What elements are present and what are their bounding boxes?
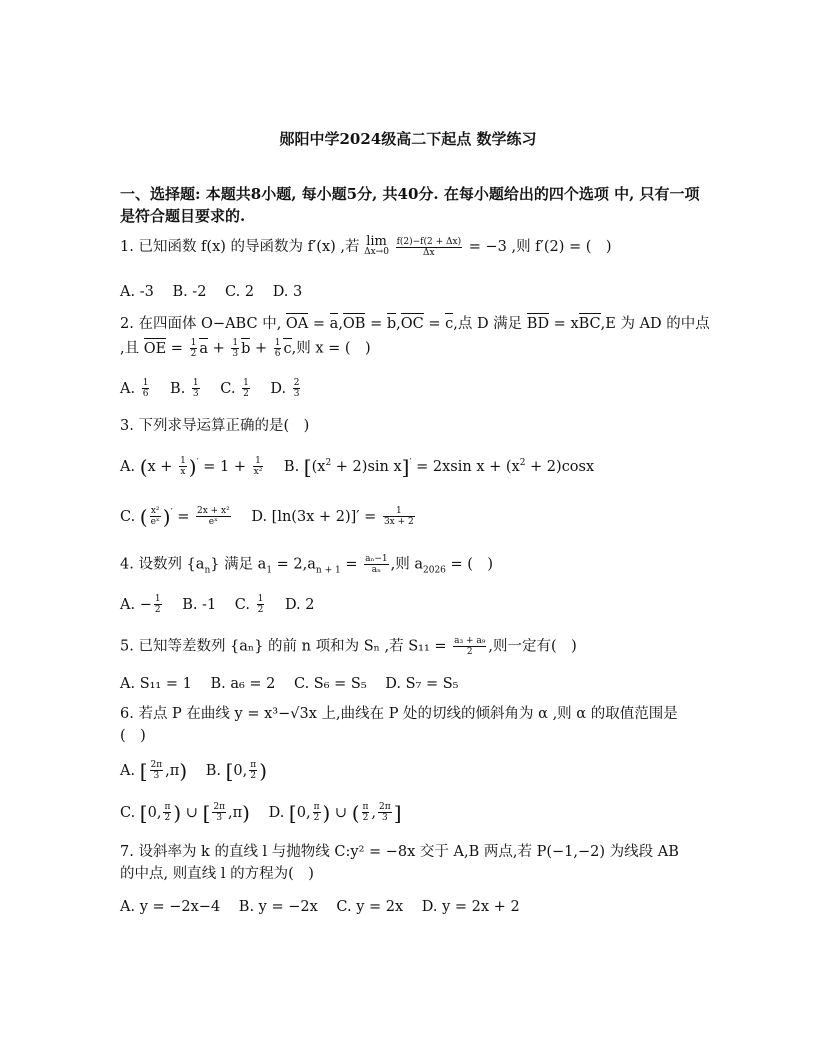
question-6-line-2: ( ) [120,728,146,744]
option-c: C. $\frac{1}{2}$ [234,594,264,615]
limit-expression: lim Δx→0 [364,234,389,257]
question-6-options-cd [120,802,416,823]
option-a: A. − $\frac{1}{2}$ [120,594,161,615]
option-b: B. -1 [182,596,217,613]
question-2-line-2: ,且 OE = $\frac{1}{2}$ a + $\frac{1}{3}$ b + $\frac{1}{6}$ c,则 x = ( ) [120,338,371,359]
question-3-stem: 3. 下列求导运算正确的是( ) [120,418,310,434]
section-heading: 一、选择题: 本题共8小题, 每小题5分, 共40分. 在每小题给出的四个选项 中, 只有一项是符合题目要求的. [120,185,700,225]
question-7-line-1: 7. 设斜率为 k 的直线 l 与抛物线 C:y² = −8x 交于 A,B 两点,若 P(−1,−2) 为线段 AB [120,844,679,860]
question-6-line-1: 6. 若点 P 在曲线 y = x³−√3x 上,曲线在 P 处的切线的倾斜角为 α ,则 α 的取值范围是 [120,706,678,722]
question-7-options [120,897,534,917]
option-b: B. -2 [172,284,207,300]
question-5-stem: 5. 已知等差数列 {aₙ} 的前 n 项和为 Sₙ ,若 S₁₁ = $\frac{\text{a₃ + a₉}}{2}$ ,则一定有( ) [120,636,577,657]
option-a: A. $\frac{1}{6}$ [120,378,149,399]
option-c: C. $\frac{1}{2}$ [220,378,249,399]
question-5-options [120,674,472,694]
option-b: B. a₆ = 2 [210,676,276,692]
question-7-line-2: 的中点, 则直线 l 的方程为( ) [120,866,314,882]
question-1-stem: 1. 已知函数 f(x) 的导函数为 f′(x) ,若 lim Δx→0 $\frac{f(2)-f(2 + \Delta x)}{\Delta x}$ = −3 ,则 f′(2) = ( ) [120,234,612,258]
option-b: B. [$(x^2 + 2)\sin$ x]′ = 2xsin $x + (x^2 + 2)\cos x$ [283,454,595,479]
option-c: C. ( $\frac{\text{x²}}{\text{eˣ}}$ )′ = $\frac{\text{2x + x²}}{\text{eˣ}}$ [120,504,230,529]
option-a: A. -3 [120,284,154,300]
option-d: D. y = 2x + 2 [421,899,520,915]
option-b: B. $\frac{1}{3}$ [170,378,199,399]
option-b: B. y = −2x [238,899,318,915]
option-a: A. y = −2x−4 [120,899,221,915]
option-d: D. 2 [284,596,315,613]
option-c: C. [0, $\frac{\pi}{2}$ ) ∪ [ $\frac{2\pi}{3}$ ,π) [120,800,250,825]
option-d: D. S₇ = S₅ [385,676,459,692]
option-d: D. $\frac{2}{3}$ [270,378,300,399]
page-title: 郧阳中学2024级高二下起点 数学练习 [279,130,537,148]
option-c: C. y = 2x [336,899,404,915]
difference-quotient: $\frac{f(2)-f(2 + \Delta x)}{\Delta x}$ [396,236,462,258]
question-2-line-1: 2. 在四面体 O−ABC 中, OA = a,OB = b,OC = c,点 D 满足 BD = xBC,E 为 AD 的中点 [120,316,710,332]
question-1-options [120,282,316,302]
option-c: C. S₆ = S₅ [294,676,367,692]
option-a: A. S₁₁ = 1 [120,676,192,692]
question-3-options-ab [120,456,608,477]
option-b: B. [0, $\frac{\pi}{2}$ ) [205,758,267,783]
option-c: C. 2 [225,284,255,300]
option-d: D. [0, $\frac{\pi}{2}$ ) ∪ ( $\frac{\pi}{2}$ , $\frac{2\pi}{3}$ ] [268,800,402,825]
question-3-options-cd [120,506,431,527]
question-4-options [120,594,329,615]
option-a: A. [ $\frac{2\pi}{3}$ ,π) [120,758,188,783]
option-d: D. 3 [272,284,303,300]
option-d: D. [ln(3x + 2)]′ = $\frac{1}{3x + 2}$ [251,506,414,527]
question-4-stem: 4. 设数列 $\{a_n\}$ 满足 $a_1 = 2,a_{n + 1}$ = $\frac{\text{aₙ−1}}{\text{aₙ}}$ ,则 $a_{2026}$ = ( ) [120,554,494,576]
option-a: A. (x + $\frac{1}{x}$ )′ = 1 + $\frac{1}{\text{x²}}$ [120,454,263,479]
question-2-options [120,378,316,399]
question-6-options-ab [120,760,281,781]
